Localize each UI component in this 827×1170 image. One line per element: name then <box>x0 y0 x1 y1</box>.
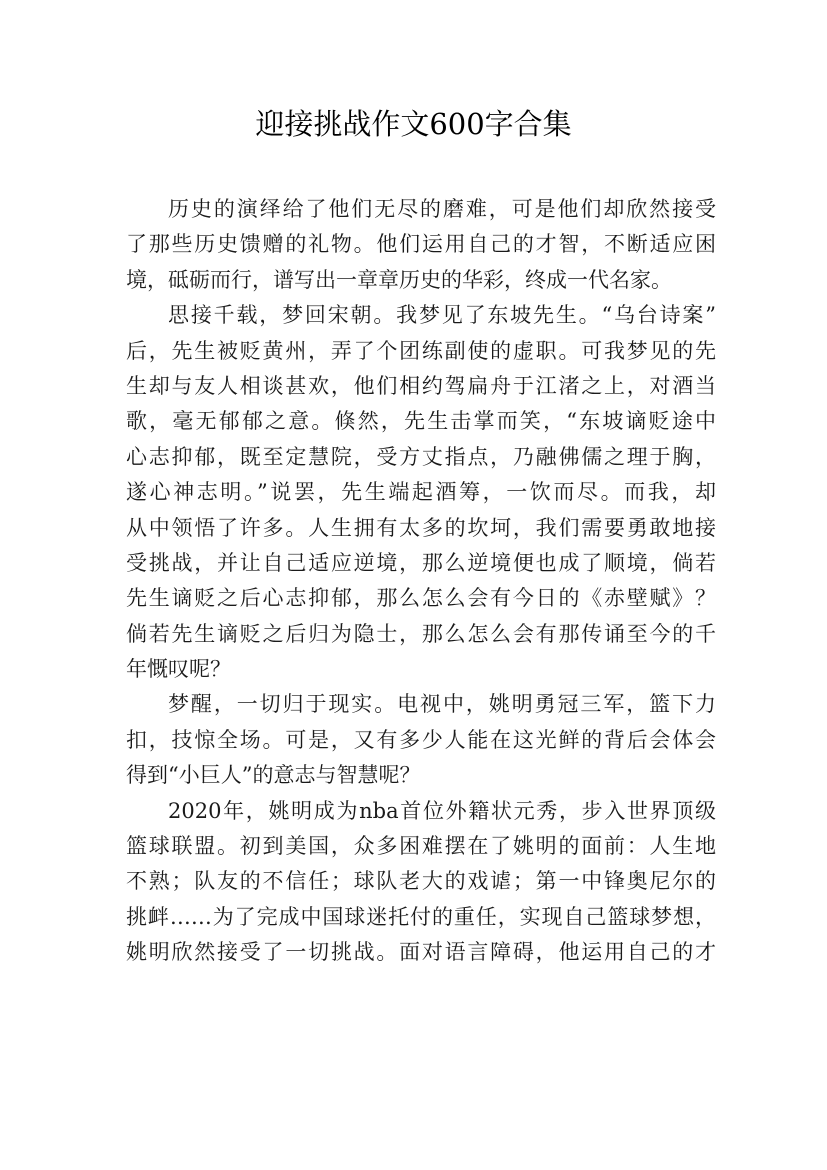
paragraph-2-line-2: 后，先生被贬黄州，弄了个团练副使的虚职。可我梦见的先 <box>126 338 716 363</box>
paragraph-2-line-9: 先生谪贬之后心志抑郁，那么怎么会有今日的《赤壁赋》？ <box>126 586 716 611</box>
paragraph-2-line-1: 思接千载，梦回宋朝。我梦见了东坡先生。“乌台诗案” <box>168 303 716 328</box>
paragraph-1-line-1: 历史的演绎给了他们无尽的磨难，可是他们却欣然接受 <box>168 197 716 221</box>
paragraph-2-line-7: 从中领悟了许多。人生拥有太多的坎坷，我们需要勇敢地接 <box>126 515 716 540</box>
paragraph-4-line-2: 篮球联盟。初到美国，众多困难摆在了姚明的面前：人生地 <box>126 834 716 859</box>
paragraph-2-line-8: 受挑战，并让自己适应逆境，那么逆境便也成了顺境，倘若 <box>126 550 716 575</box>
paragraph-2-line-3: 生却与友人相谈甚欢，他们相约驾扁舟于江渚之上，对酒当 <box>126 373 716 398</box>
paragraph-4-line-1: 2020年，姚明成为nba首位外籍状元秀，步入世界顶级 <box>168 798 716 823</box>
paragraph-1-line-2: 了那些历史馈赠的礼物。他们运用自己的才智，不断适应困 <box>126 232 716 257</box>
document-title: 迎接挑战作文600字合集 <box>255 107 572 141</box>
paragraph-3-line-2: 扣，技惊全场。可是，又有多少人能在这光鲜的背后会体会 <box>126 727 716 752</box>
paragraph-2-line-10: 倘若先生谪贬之后归为隐士，那么怎么会有那传诵至今的千 <box>126 621 716 646</box>
paragraph-4-line-4: 挑衅……为了完成中国球迷托付的重任，实现自己篮球梦想， <box>126 904 716 929</box>
paragraph-2-line-6: 遂心神志明。”说罢，先生端起酒筹，一饮而尽。而我，却 <box>126 480 716 505</box>
paragraph-4-line-5: 姚明欣然接受了一切挑战。面对语言障碍，他运用自己的才 <box>126 940 716 965</box>
paragraph-3-line-1: 梦醒，一切归于现实。电视中，姚明勇冠三军，篮下力 <box>168 692 716 717</box>
paragraph-3-line-3: 得到“小巨人”的意志与智慧呢？ <box>126 763 421 788</box>
paragraph-1-line-3: 境，砥砺而行，谱写出一章章历史的华彩，终成一代名家。 <box>126 267 672 292</box>
paragraph-4-line-3: 不熟；队友的不信任；球队老大的戏谑；第一中锋奥尼尔的 <box>126 869 716 894</box>
paragraph-2-line-11: 年慨叹呢？ <box>126 657 231 682</box>
paragraph-2-line-5: 心志抑郁，既至定慧院，受方丈指点，乃融佛儒之理于胸， <box>126 444 716 469</box>
paragraph-2-line-4: 歌，毫无郁郁之意。倏然，先生击掌而笑，“东坡谪贬途中 <box>126 409 716 434</box>
document-body <box>126 192 716 971</box>
